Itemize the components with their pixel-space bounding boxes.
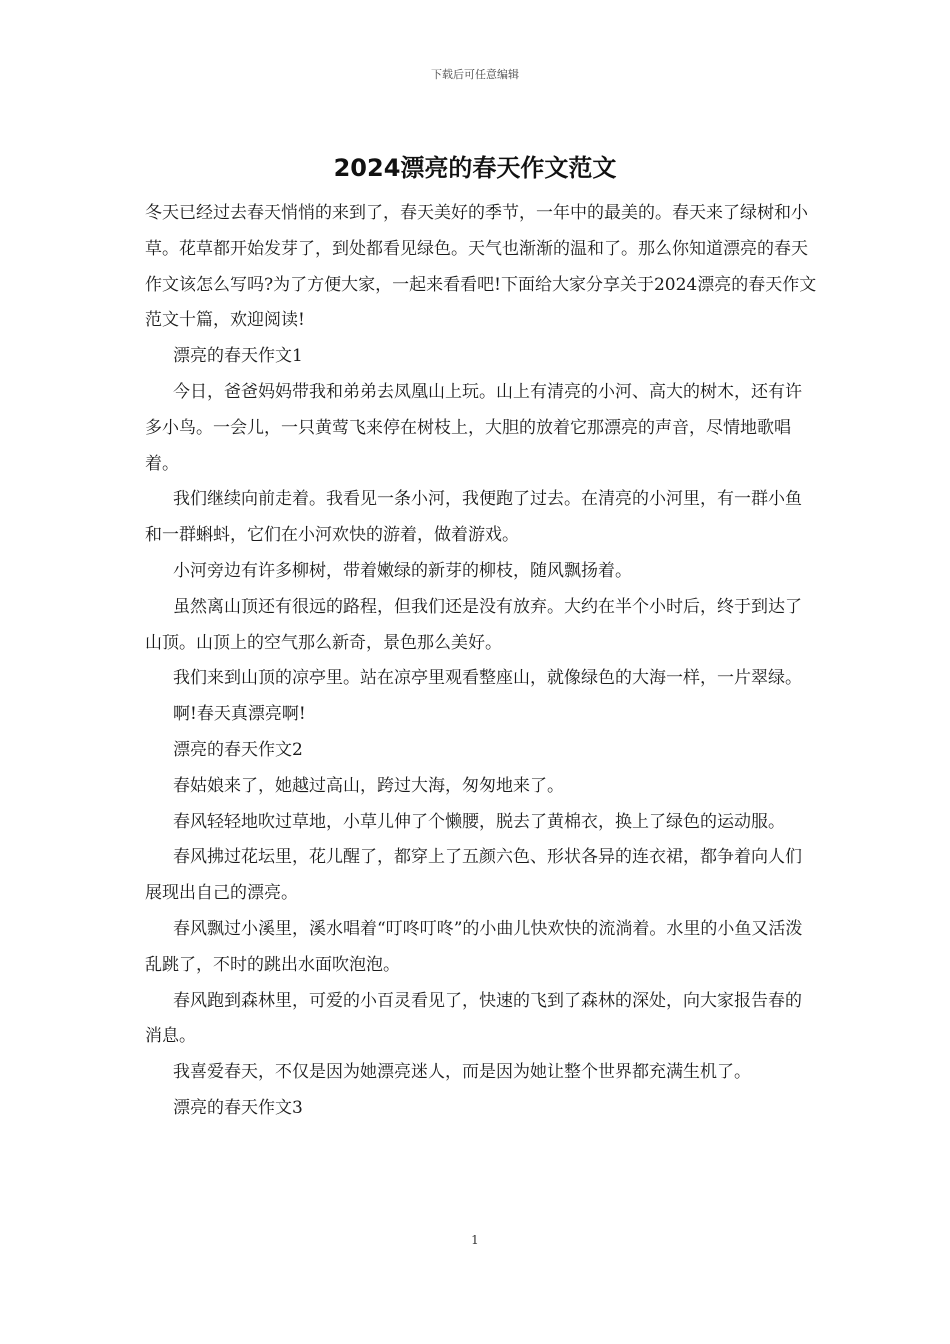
document-body <box>145 196 817 1127</box>
intro-paragraph: 冬天已经过去春天悄悄的来到了，春天美好的季节，一年中的最美的。春天来了绿树和小草。花草都开始发芽了，到处都看见绿色。天气也渐渐的温和了。那么你知道漂亮的春天作文该怎么写吗?为了方便大家，一起来看看吧!下面给大家分享关于2024漂亮的春天作文范文十篇，欢迎阅读! <box>145 203 817 331</box>
paragraph: 啊!春天真漂亮啊! <box>173 704 306 725</box>
paragraph: 我们来到山顶的凉亭里。站在凉亭里观看整座山，就像绿色的大海一样，一片翠绿。 <box>173 668 802 689</box>
section-heading-2: 漂亮的春天作文2 <box>173 739 303 760</box>
paragraph: 我们继续向前走着。我看见一条小河，我便跑了过去。在清亮的小河里，有一群小鱼和一群蝌蚪，它们在小河欢快的游着，做着游戏。 <box>145 489 802 546</box>
paragraph: 虽然离山顶还有很远的路程，但我们还是没有放弃。大约在半个小时后，终于到达了山顶。山顶上的空气那么新奇，景色那么美好。 <box>145 596 802 653</box>
page-header: 下载后可任意编辑 <box>431 68 519 81</box>
document-title: 2024漂亮的春天作文范文 <box>333 154 617 182</box>
section-heading-1: 漂亮的春天作文1 <box>173 346 303 367</box>
paragraph: 小河旁边有许多柳树，带着嫩绿的新芽的柳枝，随风飘扬着。 <box>173 560 632 581</box>
paragraph: 我喜爱春天，不仅是因为她漂亮迷人，而是因为她让整个世界都充满生机了。 <box>173 1062 751 1083</box>
paragraph: 春风跑到森林里，可爱的小百灵看见了，快速的飞到了森林的深处，向大家报告春的消息。 <box>145 990 802 1047</box>
paragraph: 今日，爸爸妈妈带我和弟弟去凤凰山上玩。山上有清亮的小河、高大的树木，还有许多小鸟。一会儿，一只黄莺飞来停在树枝上，大胆的放着它那漂亮的声音，尽情地歌唱着。 <box>145 381 802 474</box>
paragraph: 春姑娘来了，她越过高山，跨过大海，匆匆地来了。 <box>173 775 564 796</box>
paragraph: 春风轻轻地吹过草地，小草儿伸了个懒腰，脱去了黄棉衣，换上了绿色的运动服。 <box>173 811 785 832</box>
paragraph: 春风拂过花坛里，花儿醒了，都穿上了五颜六色、形状各异的连衣裙，都争着向人们展现出自己的漂亮。 <box>145 847 802 904</box>
page-number: 1 <box>471 1233 479 1247</box>
section-heading-3: 漂亮的春天作文3 <box>173 1097 303 1118</box>
paragraph: 春风飘过小溪里，溪水唱着“叮咚叮咚”的小曲儿快欢快的流淌着。水里的小鱼又活泼乱跳了，不时的跳出水面吹泡泡。 <box>145 918 803 975</box>
